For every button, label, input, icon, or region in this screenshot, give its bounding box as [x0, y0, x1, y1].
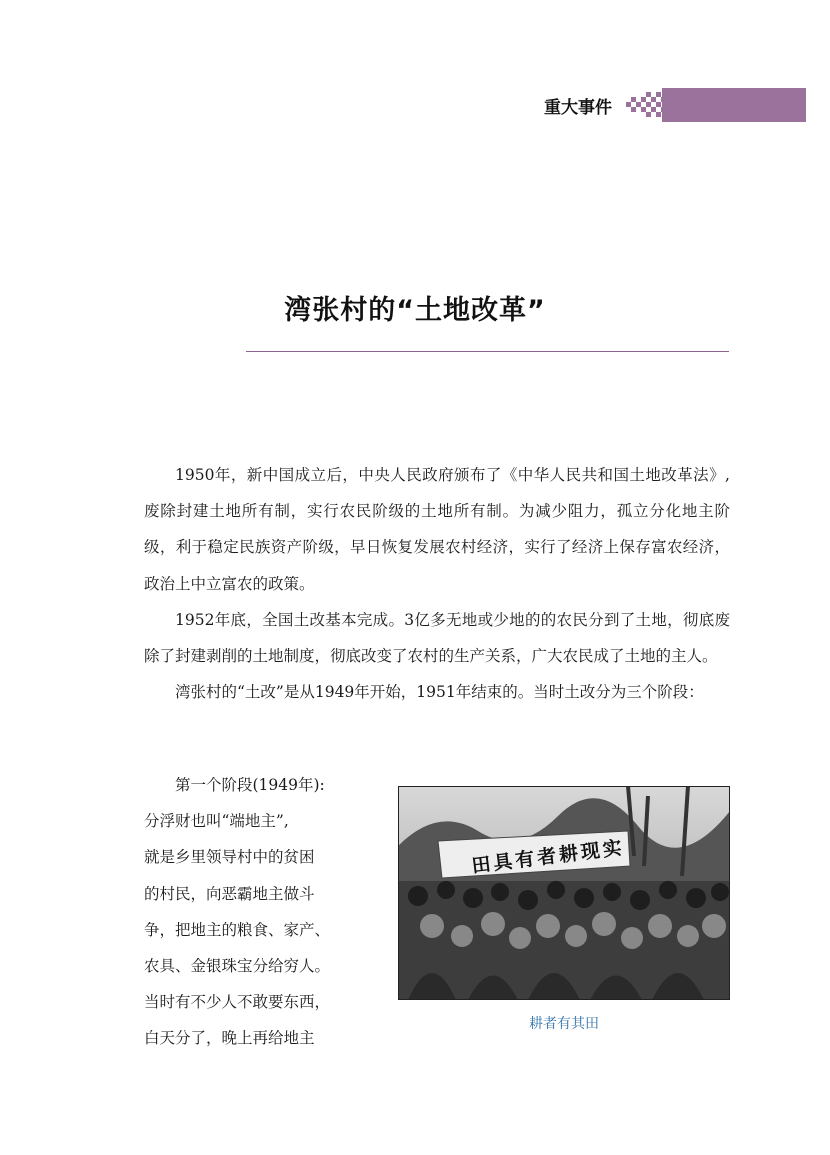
paragraph: 1950年，新中国成立后，中央人民政府颁布了《中华人民共和国土地改革法》,废除封建土地所有制，实行农民阶级的土地所有制。为减少阻力，孤立分化地主阶级，利于稳定民族资产阶级，早日恢复发展农村经济，实行了经济上保存富农经济，政治上中立富农的政策。	[144, 466, 730, 593]
column-line: 的村民，向恶霸地主做斗	[144, 884, 315, 903]
article-title: 湾张村的“土地改革”	[284, 295, 546, 327]
photo-caption: 耕者有其田	[529, 1016, 599, 1032]
article-body	[144, 457, 730, 710]
text-column	[144, 767, 366, 1057]
column-line: 分浮财也叫“端地主”,	[144, 812, 289, 831]
column-line: 当时有不少人不敢要东西，	[144, 993, 331, 1012]
column-line: 农具、金银珠宝分给穷人。	[144, 957, 331, 976]
checker-pattern-icon	[622, 92, 666, 120]
column-line: 白天分了，晚上再给地主	[144, 1029, 315, 1048]
paragraph: 1952年底，全国土改基本完成。3亿多无地或少地的的农民分到了土地，彻底废除了封建剥削的土地制度，彻底改变了农村的生产关系，广大农民成了土地的主人。	[144, 610, 730, 666]
crowd-photo	[398, 786, 730, 1000]
title-divider	[246, 351, 729, 352]
section-header	[0, 86, 830, 124]
column-line: 第一个阶段(1949年):	[175, 776, 325, 794]
paragraph: 湾张村的“土改”是从1949年开始，1951年结束的。当时土改分为三个阶段：	[175, 683, 704, 702]
banner-slogan: 田具有者耕现实	[470, 836, 626, 878]
header-accent-bar	[662, 88, 806, 122]
crowd-photo-illustration	[398, 786, 730, 1000]
column-line: 争，把地主的粮食、家产、	[144, 920, 331, 939]
column-line: 就是乡里领导村中的贫困	[144, 848, 315, 867]
section-label: 重大事件	[544, 98, 612, 118]
